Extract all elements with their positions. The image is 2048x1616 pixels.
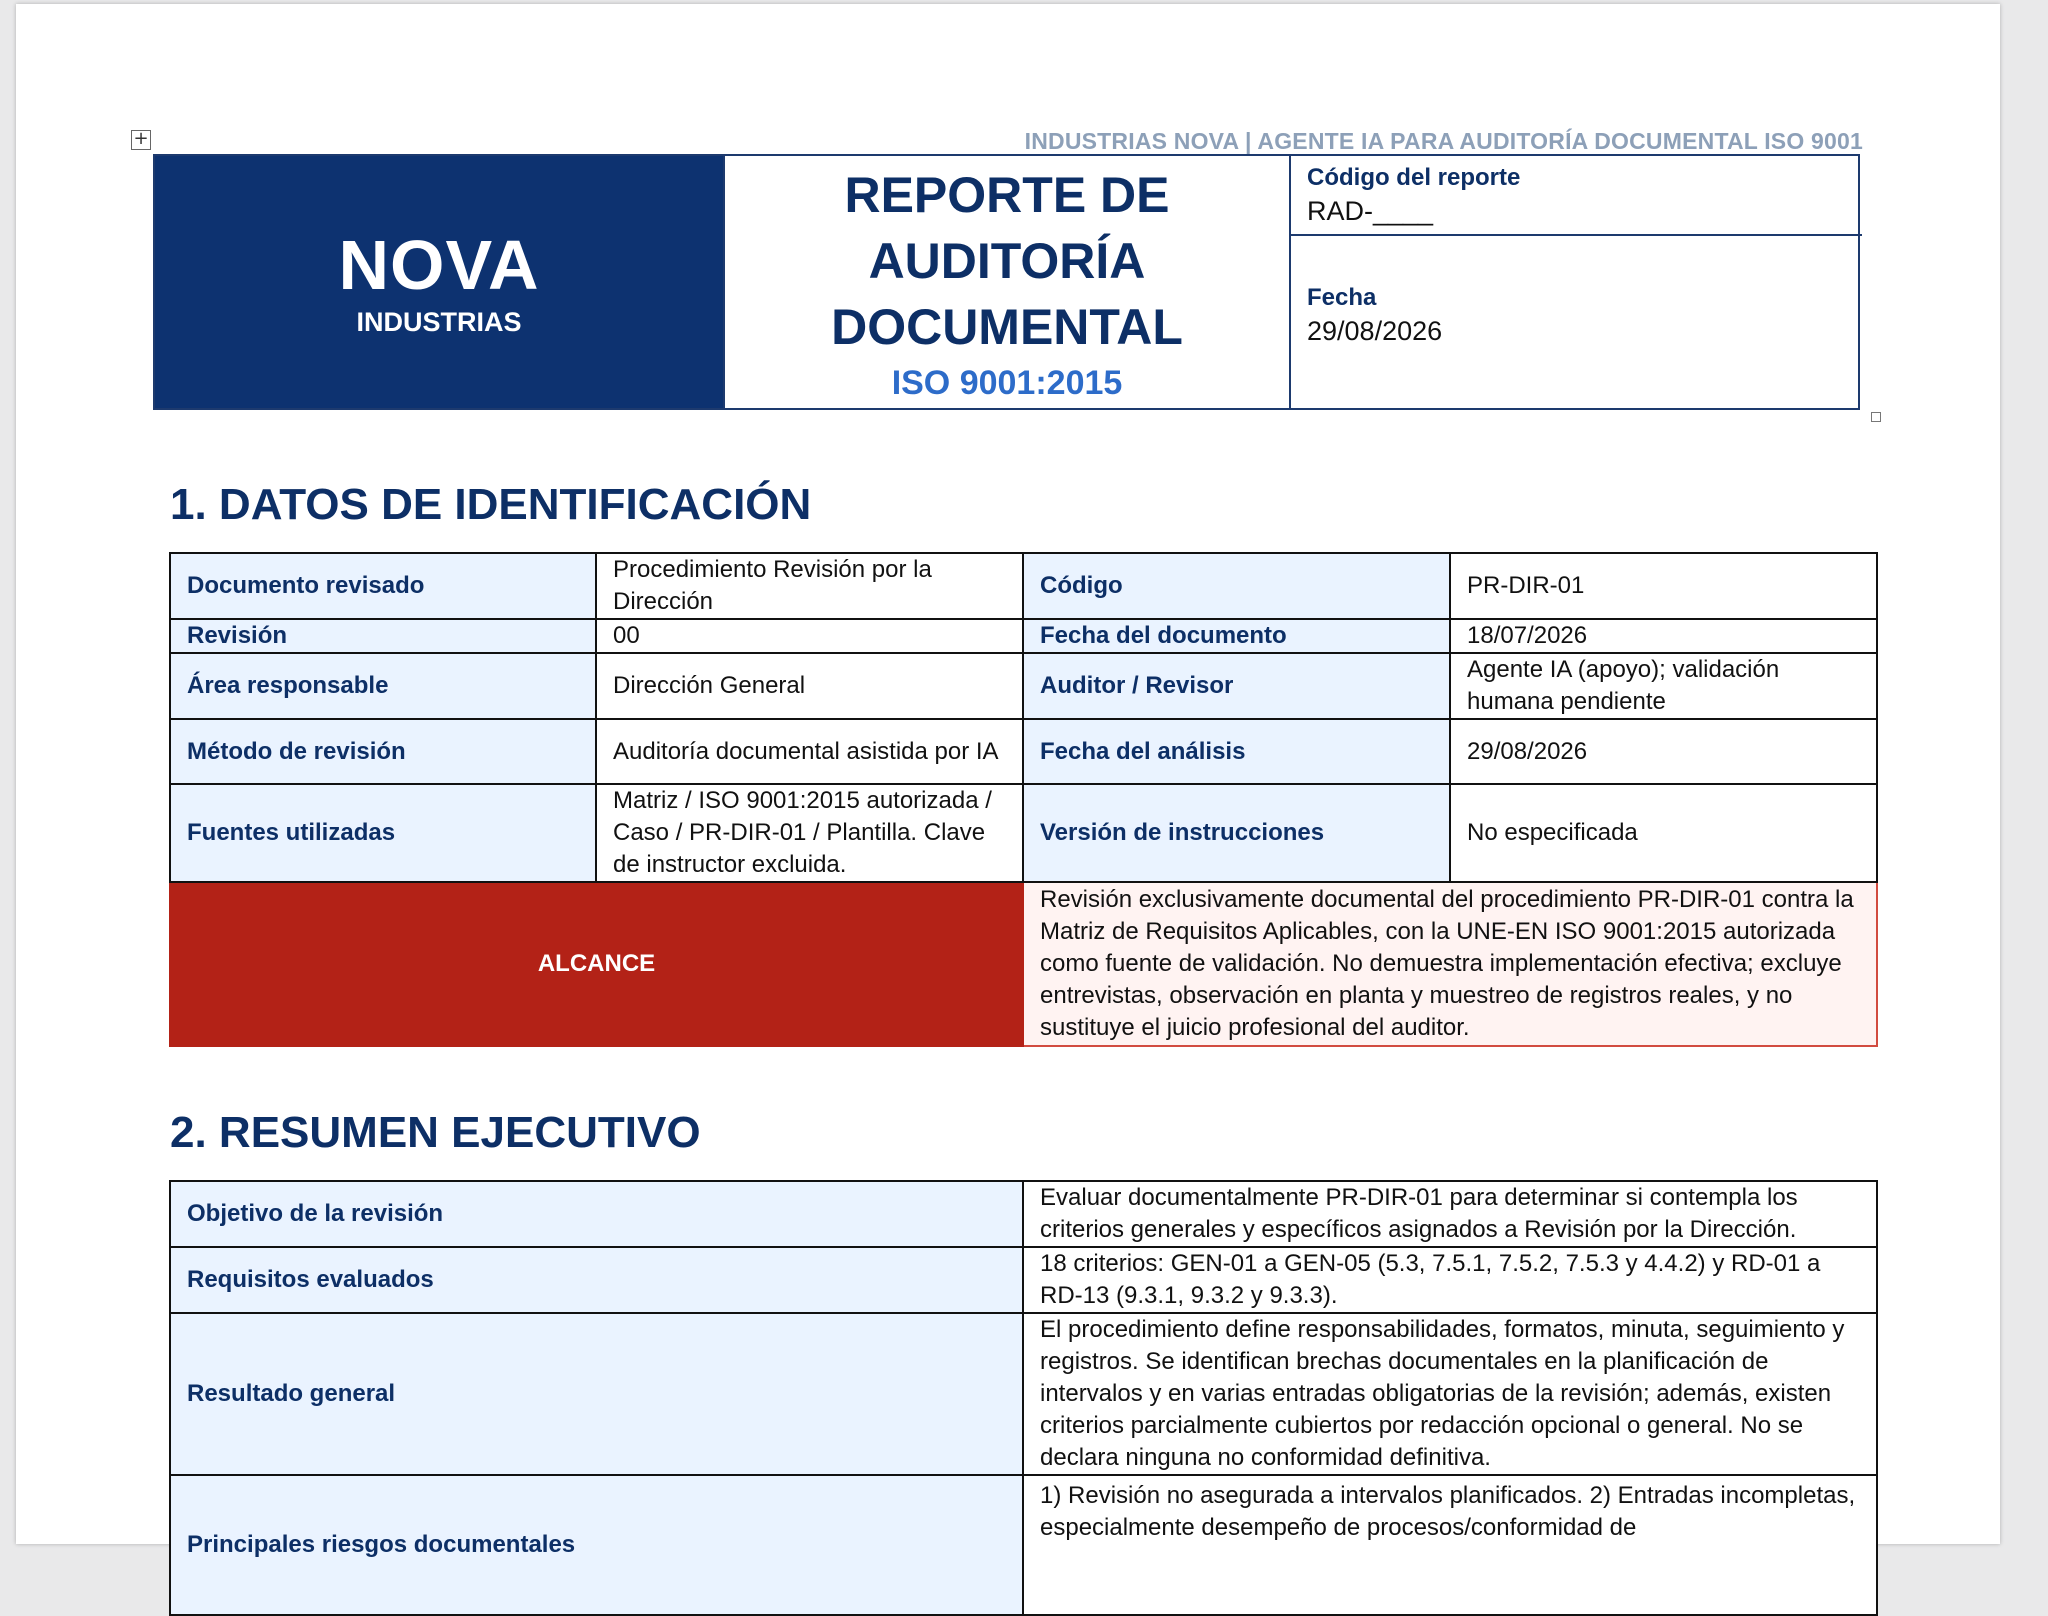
id-value-cell[interactable]: 29/08/2026 xyxy=(1450,719,1877,784)
table-row xyxy=(170,1313,1877,1475)
report-code-value: RAD-____ xyxy=(1307,196,1434,226)
id-value-cell[interactable]: Dirección General xyxy=(596,653,1023,719)
summary-value-cell[interactable]: 1) Revisión no asegurada a intervalos planificados. 2) Entradas incompletas, especialmente desempeño de procesos/conformidad de xyxy=(1023,1475,1877,1615)
id-label-cell: Versión de instrucciones xyxy=(1023,784,1450,882)
company-logo xyxy=(155,156,723,408)
table-row xyxy=(170,653,1877,719)
logo-sub-text: INDUSTRIAS xyxy=(356,306,522,337)
id-label-cell: Código xyxy=(1023,553,1450,619)
scope-label-cell: ALCANCE xyxy=(170,882,1023,1046)
id-label-cell: Método de revisión xyxy=(170,719,596,784)
id-label-cell: Fecha del documento xyxy=(1023,619,1450,653)
id-value-cell[interactable]: Matriz / ISO 9001:2015 autorizada / Caso / PR-DIR-01 / Plantilla. Clave de instructor excluida. xyxy=(596,784,1023,882)
scope-text-cell[interactable]: Revisión exclusivamente documental del procedimiento PR-DIR-01 contra la Matriz de Requisitos Aplicables, con la UNE-EN ISO 9001:2015 autorizada como fuente de validación. No demuestra implementación efectiva; excluye entrevistas, observación en planta y muestreo de registros reales, y no sustituye el juicio profesional del auditor. xyxy=(1023,882,1877,1046)
table-row xyxy=(170,784,1877,882)
scope-row xyxy=(170,882,1877,1046)
id-value-cell[interactable]: PR-DIR-01 xyxy=(1450,553,1877,619)
report-standard: ISO 9001:2015 xyxy=(891,363,1123,402)
report-code-cell[interactable] xyxy=(1291,156,1862,236)
table-row xyxy=(170,619,1877,653)
report-date-label: Fecha xyxy=(1307,284,1377,311)
running-header: INDUSTRIAS NOVA | AGENTE IA PARA AUDITORÍA DOCUMENTAL ISO 9001 xyxy=(1024,128,1863,154)
section-2-heading: 2. RESUMEN EJECUTIVO xyxy=(170,1108,701,1157)
logo-main-text: NOVA xyxy=(338,225,540,304)
summary-label-cell: Objetivo de la revisión xyxy=(170,1181,1023,1247)
id-label-cell: Revisión xyxy=(170,619,596,653)
summary-value-cell[interactable]: El procedimiento define responsabilidades, formatos, minuta, seguimiento y registros. Se identifican brechas documentales en la planificación de intervalos y en varias entradas obligatorias de la revisión; además, existen criterios parcialmente cubiertos por redacción opcional o general. No se declara ninguna no conformidad definitiva. xyxy=(1023,1313,1877,1475)
table-row xyxy=(170,1475,1877,1615)
table-row xyxy=(170,1181,1877,1247)
summary-label-cell: Resultado general xyxy=(170,1313,1023,1475)
section-1-heading: 1. DATOS DE IDENTIFICACIÓN xyxy=(170,480,812,529)
id-value-cell[interactable]: Agente IA (apoyo); validación humana pendiente xyxy=(1450,653,1877,719)
id-label-cell: Fecha del análisis xyxy=(1023,719,1450,784)
report-date-value: 29/08/2026 xyxy=(1307,316,1443,346)
table-row xyxy=(170,1247,1877,1313)
summary-label-cell: Principales riesgos documentales xyxy=(170,1475,1023,1615)
report-header-banner xyxy=(153,154,1860,410)
report-title-line-3: DOCUMENTAL xyxy=(831,298,1183,355)
report-meta-block xyxy=(1291,156,1862,408)
report-date-cell[interactable] xyxy=(1291,236,1862,408)
id-label-cell: Documento revisado xyxy=(170,553,596,619)
report-code-label: Código del reporte xyxy=(1307,164,1521,191)
report-title-line-1: REPORTE DE xyxy=(844,166,1170,223)
id-value-cell[interactable]: 00 xyxy=(596,619,1023,653)
summary-label-cell: Requisitos evaluados xyxy=(170,1247,1023,1313)
id-label-cell: Auditor / Revisor xyxy=(1023,653,1450,719)
executive-summary-table xyxy=(169,1180,1878,1616)
summary-value-cell[interactable]: Evaluar documentalmente PR-DIR-01 para determinar si contempla los criterios generales y específicos asignados a Revisión por la Dirección. xyxy=(1023,1181,1877,1247)
id-label-cell: Área responsable xyxy=(170,653,596,719)
id-value-cell[interactable]: No especificada xyxy=(1450,784,1877,882)
id-value-cell[interactable]: 18/07/2026 xyxy=(1450,619,1877,653)
id-value-cell[interactable]: Auditoría documental asistida por IA xyxy=(596,719,1023,784)
table-row xyxy=(170,553,1877,619)
table-move-handle-icon[interactable]: + xyxy=(131,130,151,150)
report-title-line-2: AUDITORÍA xyxy=(868,232,1146,289)
id-label-cell: Fuentes utilizadas xyxy=(170,784,596,882)
identification-table xyxy=(169,552,1878,1047)
summary-value-cell[interactable]: 18 criterios: GEN-01 a GEN-05 (5.3, 7.5.1, 7.5.2, 7.5.3 y 4.4.2) y RD-01 a RD-13 (9.3.1, 9.3.2 y 9.3.3). xyxy=(1023,1247,1877,1313)
document-page xyxy=(16,4,2000,1558)
table-row xyxy=(170,719,1877,784)
id-value-cell[interactable]: Procedimiento Revisión por la Dirección xyxy=(596,553,1023,619)
table-resize-handle[interactable] xyxy=(1871,412,1881,422)
report-title-block xyxy=(723,156,1291,408)
